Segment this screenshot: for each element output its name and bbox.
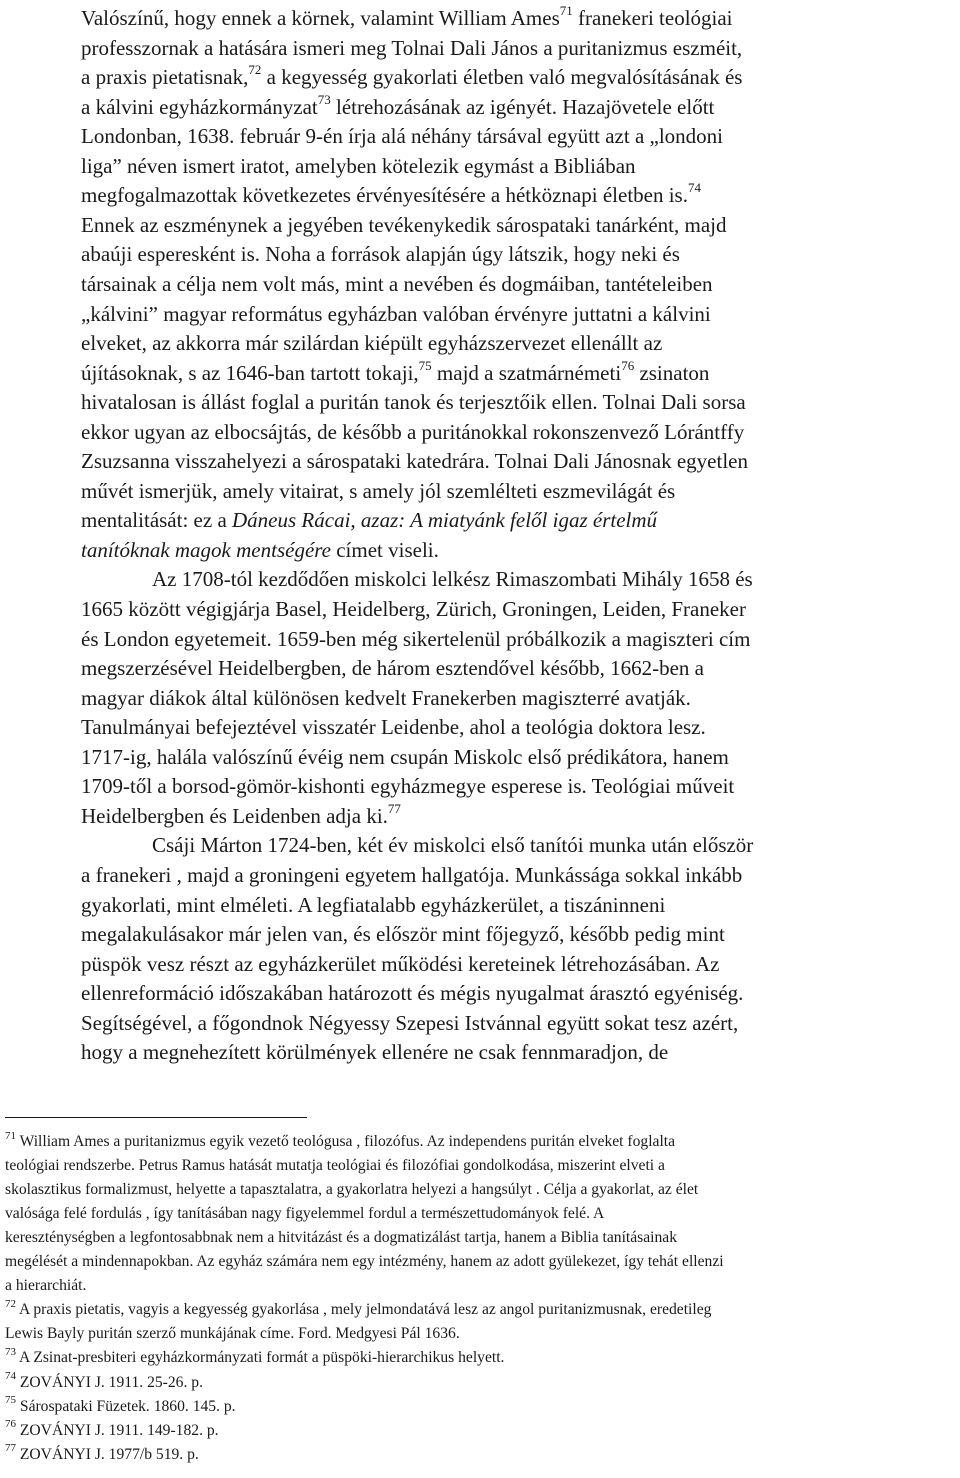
text-run: kereszténységben a legfontosabbnak nem a hitvitázást és a dogmatizálást tartja, hanem a Biblia tanításainak	[5, 1229, 678, 1247]
footnote-ref: 77	[5, 1442, 16, 1455]
footnote-ref: 73	[317, 91, 331, 107]
paragraph-2-line	[81, 772, 734, 801]
text-run: ZOVÁNYI J. 1977/b 519. p.	[16, 1445, 199, 1463]
footnote-ref: 75	[418, 357, 432, 373]
text-run: újításoknak, s az 1646-ban tartott tokaji,	[81, 360, 419, 385]
text-run: megalakulásakor már jelen van, és először mint főjegyző, később pedig mint	[81, 922, 725, 947]
text-run: megfogalmazottak következetes érvényesítésére a hétköznapi életben is.	[81, 183, 688, 208]
paragraph-1-line	[81, 270, 713, 299]
italic-title: Dáneus Rácai, azaz: A miatyánk felől igaz értelmű	[232, 508, 658, 533]
text-run: Segítségével, a főgondnok Négyessy Szepesi Istvánnal együtt sokat tesz azért,	[81, 1010, 739, 1035]
text-run: Zsuzsanna visszahelyezi a sárospataki katedrára. Tolnai Dali Jánosnak egyetlen	[81, 449, 748, 474]
paragraph-2-line	[81, 743, 729, 772]
footnote-ref: 75	[5, 1394, 16, 1407]
text-run: skolasztikus formalizmust, helyette a tapasztalatra, a gyakorlatra helyezi a hangsúlyt . Célja a gyakorlat, az élet	[5, 1181, 699, 1199]
text-run: A Zsinat-presbiteri egyházkormányzati formát a püspöki-hierarchikus helyett.	[16, 1349, 505, 1367]
text-run: professzornak a hatására ismeri meg Tolnai Dali János a puritanizmus eszméit,	[81, 35, 743, 60]
footnote-ref: 71	[559, 3, 573, 18]
paragraph-3-line	[81, 950, 719, 979]
paragraph-2-line	[152, 565, 753, 594]
footnote-ref: 74	[687, 180, 701, 196]
text-run: társainak a célja nem volt más, mint a nevében és dogmáiban, tantételeiben	[81, 271, 713, 296]
text-run: hogy a megnehezített körülmények ellenére ne csak fennmaradjon, de	[81, 1040, 669, 1065]
paragraph-3-line	[81, 979, 743, 1008]
text-run: Heidelbergben és Leidenben adja ki.	[81, 803, 388, 828]
footnote-line	[5, 1419, 219, 1443]
footnote-line	[5, 1130, 675, 1154]
text-run: a kálvini egyházkormányzat	[81, 94, 318, 119]
paragraph-3-line	[81, 1038, 668, 1067]
footnote-ref: 72	[248, 62, 262, 78]
text-run: Lewis Bayly puritán szerző munkájának címe. Ford. Medgyesi Pál 1636.	[5, 1325, 460, 1343]
footnote-ref: 73	[5, 1346, 16, 1359]
paragraph-2-line	[81, 713, 706, 742]
footnote-line	[5, 1395, 236, 1419]
footnote-line	[5, 1274, 86, 1298]
paragraph-2-line	[81, 802, 401, 831]
text-run: ellenreformáció időszakában határozott és mégis nyugalmat árasztó egyéniség.	[81, 981, 744, 1006]
footnote-line	[5, 1298, 711, 1322]
text-run: magyar diákok által különösen kedvelt Franekerben magiszterré avatják.	[81, 685, 691, 710]
paragraph-1-line	[81, 418, 744, 447]
text-run: gyakorlati, mint elméleti. A legfiatalabb egyházkerület, a tiszáninneni	[81, 892, 666, 917]
text-run: 1709-től a borsod-gömör-kishonti egyházmegye esperese is. Teológiai műveit	[81, 774, 735, 799]
paragraph-3-line	[152, 831, 753, 860]
footnote-ref: 71	[5, 1129, 16, 1142]
paragraph-1-line	[81, 240, 680, 269]
footnote-ref: 72	[5, 1298, 16, 1311]
footnote-separator	[5, 1117, 307, 1118]
paragraph-1-line	[81, 477, 675, 506]
paragraph-2-line	[81, 595, 746, 624]
text-run: címet viseli.	[330, 537, 439, 562]
paragraph-2-line	[81, 625, 750, 654]
text-run: megszerzésével Heidelbergben, de három esztendővel később, 1662-ben a	[81, 656, 704, 681]
paragraph-1-line	[81, 506, 657, 535]
text-run: ZOVÁNYI J. 1911. 25-26. p.	[16, 1373, 203, 1391]
footnote-line	[5, 1250, 724, 1274]
text-run: Londonban, 1638. február 9-én írja alá néhány társával együtt azt a „londoni	[81, 124, 724, 149]
text-run: püspök vesz részt az egyházkerület működési kereteinek létrehozásában. Az	[81, 951, 720, 976]
text-run: William Ames a puritanizmus egyik vezető teológusa , filozófus. Az independens puritán elveket foglalta	[16, 1133, 676, 1150]
paragraph-1-line	[81, 181, 701, 210]
text-run: ekkor ugyan az elbocsájtás, de később a puritánokkal rokonszenvező Lórántffy	[81, 419, 745, 444]
text-run: a franekeri , majd a groningeni egyetem hallgatója. Munkássága sokkal inkább	[81, 862, 743, 887]
footnote-ref: 76	[5, 1418, 16, 1431]
text-run: valósága felé fordulás , így tanításában nagy figyelemmel fordul a természettudományok felé. A	[5, 1205, 605, 1223]
text-run: és London egyetemeit. 1659-ben még sikertelenül próbálkozik a magiszteri cím	[81, 626, 751, 651]
paragraph-1-line	[81, 447, 748, 476]
text-run: művét ismerjük, amely vitairat, s amely jól szemlélteti eszmevilágát és	[81, 478, 676, 503]
text-run: abaúji esperesként is. Noha a források alapján úgy látszik, hogy neki és	[81, 242, 680, 267]
footnote-ref: 74	[5, 1370, 16, 1383]
text-run: hivatalosan is állást foglal a puritán tanok és terjesztőik ellen. Tolnai Dali sorsa	[81, 390, 746, 415]
text-run: elveket, az akkorra már szilárdan kiépült egyházszervezet ellenállt az	[81, 331, 663, 356]
paragraph-3-line	[81, 1009, 738, 1038]
footnote-line	[5, 1346, 504, 1370]
text-run: megélését a mindennapokban. Az egyház számára nem egy intézmény, hanem az adott gyülekezet, így tehát ellenzi	[5, 1253, 724, 1271]
footnote-line	[5, 1202, 604, 1226]
text-run: 1717-ig, halála valószínű évéig nem csupán Miskolc első prédikátora, hanem	[81, 744, 729, 769]
text-run: a praxis pietatisnak,	[81, 65, 249, 90]
paragraph-1-line	[81, 63, 742, 92]
paragraph-1-line	[81, 211, 726, 240]
paragraph-1-line	[81, 152, 636, 181]
paragraph-1-line	[81, 359, 709, 388]
text-run: franekeri teológiai	[572, 6, 733, 30]
text-run: liga” néven ismert iratot, amelyben kötelezik egymást a Bibliában	[81, 153, 636, 178]
footnote-line	[5, 1322, 460, 1346]
footnote-line	[5, 1443, 199, 1467]
text-run: létrehozásának az igényét. Hazajövetele előtt	[330, 94, 715, 119]
paragraph-1-line	[81, 4, 733, 33]
text-run: Ennek az eszménynek a jegyében tevékenykedik sárospataki tanárként, majd	[81, 212, 727, 237]
text-run: „kálvini” magyar református egyházban valóban érvényre juttatni a kálvini	[81, 301, 711, 326]
paragraph-1-line	[81, 300, 711, 329]
text-run: mentalitását: ez a	[81, 508, 233, 533]
text-run: Csáji Márton 1724-ben, két év miskolci első tanítói munka után először	[152, 833, 754, 858]
text-run: a hierarchiát.	[5, 1277, 87, 1295]
paragraph-2-line	[81, 654, 704, 683]
paragraph-3-line	[81, 891, 665, 920]
text-run: 1665 között végigjárja Basel, Heidelberg, Zürich, Groningen, Leiden, Franeker	[81, 597, 746, 621]
text-run: Tanulmányai befejeztével visszatér Leidenbe, ahol a teológia doktora lesz.	[81, 715, 706, 740]
paragraph-1-line	[81, 93, 714, 122]
text-run: ZOVÁNYI J. 1911. 149-182. p.	[16, 1421, 219, 1439]
footnote-line	[5, 1178, 698, 1202]
paragraph-2-line	[81, 684, 691, 713]
text-run: zsinaton	[634, 360, 710, 385]
footnote-ref: 76	[621, 357, 635, 373]
text-run: A praxis pietatis, vagyis a kegyesség gyakorlása , mely jelmondatává lesz az angol puritanizmusnak, eredetileg	[16, 1301, 712, 1319]
text-run: Az 1708-tól kezdődően miskolci lelkész Rimaszombati Mihály 1658 és	[152, 567, 753, 592]
paragraph-3-line	[81, 861, 742, 890]
text-run: Valószínű, hogy ennek a körnek, valamint William Ames	[81, 6, 560, 30]
text-run: majd a szatmárnémeti	[431, 360, 622, 385]
text-run: teológiai rendszerbe. Petrus Ramus hatását mutatja teológiai és filozófiai gondolkodása, miszerint elveti a	[5, 1157, 665, 1175]
paragraph-3-line	[81, 920, 725, 949]
paragraph-1-line	[81, 122, 723, 151]
paragraph-1-line	[81, 536, 439, 565]
footnote-line	[5, 1154, 665, 1178]
paragraph-1-line	[81, 388, 746, 417]
text-run: a kegyesség gyakorlati életben való megvalósításának és	[261, 65, 743, 90]
paragraph-1-line	[81, 34, 742, 63]
italic-title: tanítóknak magok mentségére	[81, 537, 331, 562]
paragraph-1-line	[81, 329, 662, 358]
footnote-line	[5, 1371, 203, 1395]
footnote-ref: 77	[387, 800, 401, 816]
footnote-line	[5, 1226, 677, 1250]
text-run: Sárospataki Füzetek. 1860. 145. p.	[16, 1397, 236, 1415]
